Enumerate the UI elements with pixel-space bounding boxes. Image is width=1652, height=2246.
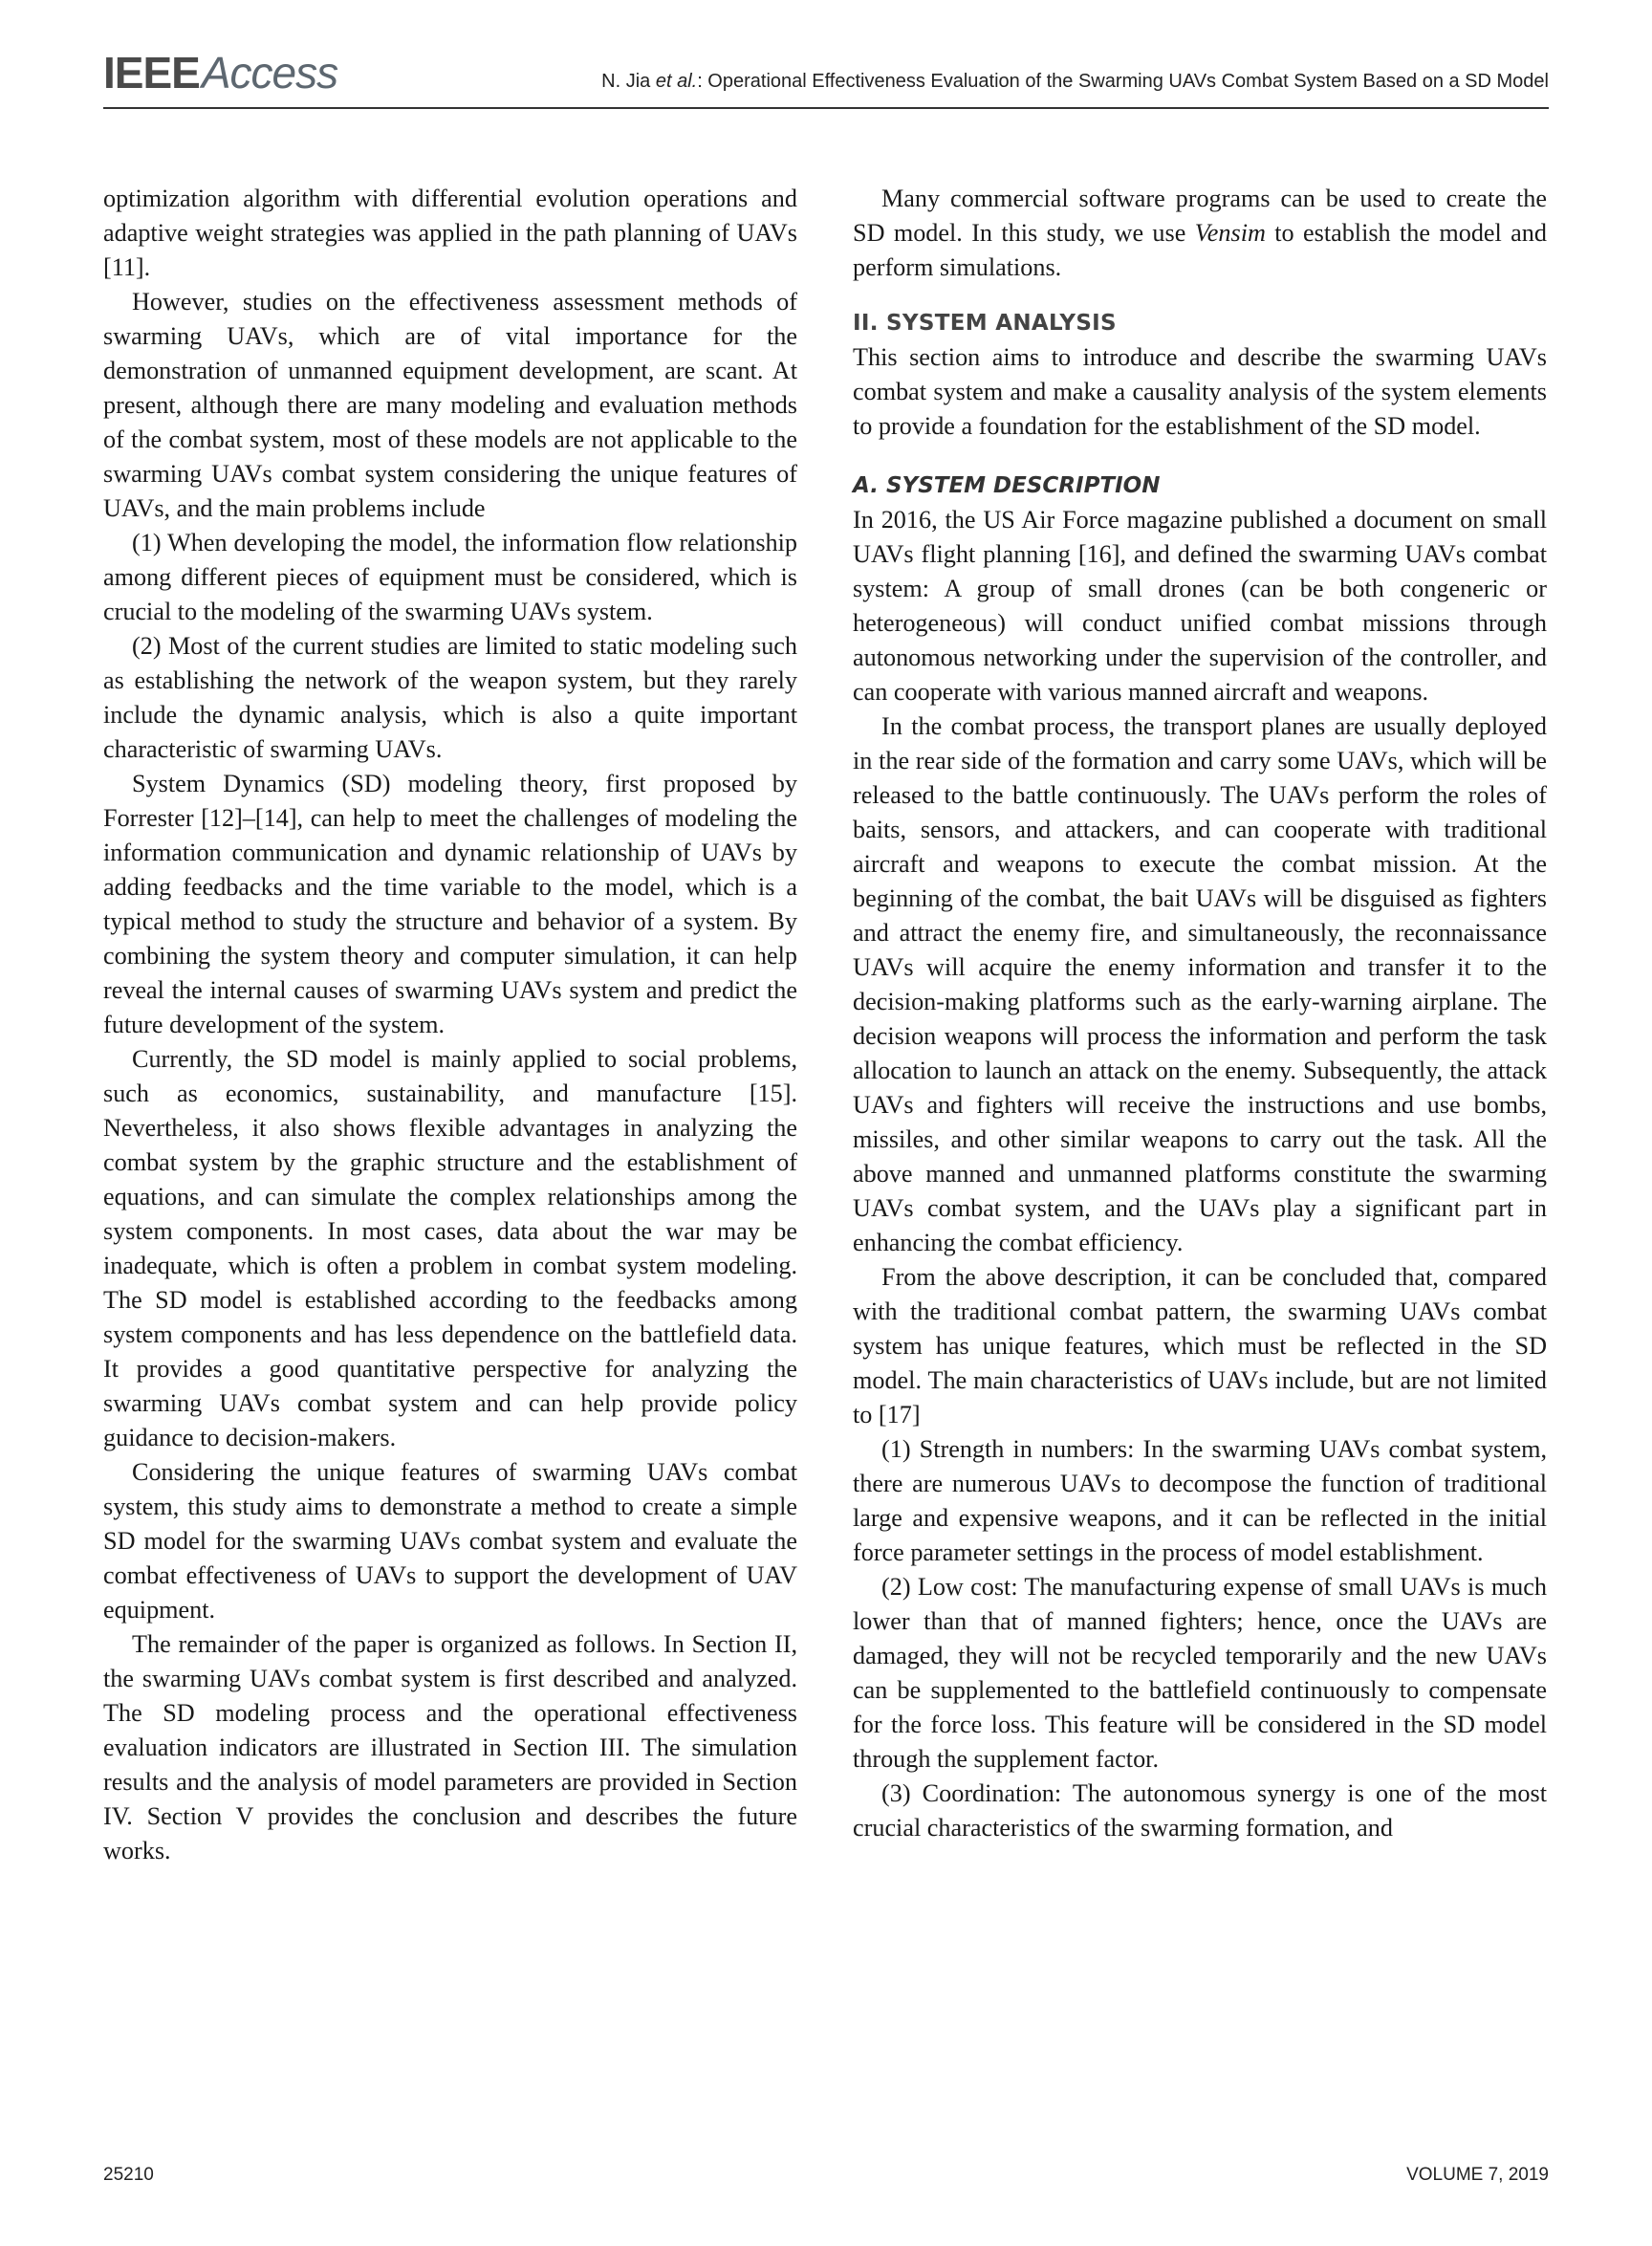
intro-text-end: to establish the model and perform simulations. <box>853 219 1547 281</box>
running-head-authors: N. Jia <box>601 71 656 92</box>
page-number: 25210 <box>103 2165 154 2185</box>
subsection-heading: A. SYSTEM DESCRIPTION <box>853 473 1161 498</box>
intro-text: Many commercial software programs can be used to create the SD model. In this study, we use <box>853 185 1547 247</box>
paragraph: From the above description, it can be concluded that, compared with the traditional combat pattern, the swarming UAVs combat system has unique features, which must be reflected in the SD model. The main characteristics of UAVs include, but are not limited to [17] <box>853 1263 1547 1428</box>
running-head-etal: et al. <box>655 71 698 92</box>
software-name: Vensim <box>1194 219 1266 247</box>
left-column <box>103 182 797 1868</box>
running-head-title: : Operational Effectiveness Evaluation of the Swarming UAVs Combat System Based on a SD Model <box>697 71 1549 92</box>
section-heading: II. SYSTEM ANALYSIS <box>853 311 1117 336</box>
paragraph <box>853 182 1547 285</box>
paragraph: (2) Low cost: The manufacturing expense of small UAVs is much lower than that of manned fighters; hence, once the UAVs are damaged, they will not be recycled temporarily and the new UAVs can be supplemented to the battlefield continuously to compensate for the force loss. This feature will be considered in the SD model through the supplement factor. <box>853 1573 1547 1773</box>
paragraph: This section aims to introduce and describe the swarming UAVs combat system and make a causality analysis of the system elements to provide a foundation for the establishment of the SD model. <box>853 343 1547 440</box>
paragraph: optimization algorithm with differential evolution operations and adaptive weight strategies was applied in the path planning of UAVs [11]. <box>103 185 797 281</box>
paragraph: However, studies on the effectiveness assessment methods of swarming UAVs, which are of vital importance for the demonstration of unmanned equipment development, are scant. At present, although there are many modeling and evaluation methods of the combat system, most of these models are not applicable to the swarming UAVs combat system considering the unique features of UAVs, and the main problems include <box>103 288 797 522</box>
page-header <box>103 46 1549 103</box>
right-column <box>853 182 1547 1845</box>
logo-ieee: IEEE <box>103 48 200 98</box>
ieee-access-logo <box>103 48 337 98</box>
paragraph: System Dynamics (SD) modeling theory, first proposed by Forrester [12]–[14], can help to meet the challenges of modeling the information communication and dynamic relationship of UAVs by adding feedbacks and the time variable to the model, which is a typical method to study the structure and behavior of a system. By combining the system theory and computer simulation, it can help reveal the internal causes of swarming UAVs system and predict the future development of the system. <box>103 770 797 1038</box>
logo-access: Access <box>201 48 338 98</box>
paragraph: Considering the unique features of swarming UAVs combat system, this study aims to demonstrate a method to create a simple SD model for the swarming UAVs combat system and evaluate the combat effectiveness of UAVs to support the development of UAV equipment. <box>103 1458 797 1624</box>
paragraph: (3) Coordination: The autonomous synergy is one of the most crucial characteristics of the swarming formation, and <box>853 1779 1547 1842</box>
paragraph: In 2016, the US Air Force magazine published a document on small UAVs flight planning [16], and defined the swarming UAVs combat system: A group of small drones (can be both congeneric or heterogeneous) will conduct unified combat missions through autonomous networking under the supervision of the controller, and can cooperate with various manned aircraft and weapons. <box>853 506 1547 706</box>
paragraph: The remainder of the paper is organized as follows. In Section II, the swarming UAVs combat system is first described and analyzed. The SD modeling process and the operational effectiveness evaluation indicators are illustrated in Section III. The simulation results and the analysis of model parameters are provided in Section IV. Section V provides the conclusion and describes the future works. <box>103 1630 797 1864</box>
paragraph: (1) Strength in numbers: In the swarming UAVs combat system, there are numerous UAVs to decompose the function of traditional large and expensive weapons, and it can be reflected in the initial force parameter settings in the process of model establishment. <box>853 1435 1547 1566</box>
volume-info: VOLUME 7, 2019 <box>1406 2165 1549 2185</box>
paragraph: (1) When developing the model, the information flow relationship among different pieces of equipment must be considered, which is crucial to the modeling of the swarming UAVs system. <box>103 529 797 625</box>
paragraph: Currently, the SD model is mainly applied to social problems, such as economics, sustainability, and manufacture [15]. Nevertheless, it also shows flexible advantages in analyzing the combat system by the graphic structure and the establishment of equations, and can simulate the complex relationships among the system components. In most cases, data about the war may be inadequate, which is often a problem in combat system modeling. The SD model is established according to the feedbacks among system components and has less dependence on the battlefield data. It provides a good quantitative perspective for analyzing the swarming UAVs combat system and can help provide policy guidance to decision-makers. <box>103 1045 797 1451</box>
paragraph: In the combat process, the transport planes are usually deployed in the rear side of the formation and carry some UAVs, which will be released to the battle continuously. The UAVs perform the roles of baits, sensors, and attackers, and can cooperate with traditional aircraft and weapons to execute the combat mission. At the beginning of the combat, the bait UAVs will be disguised as fighters and attract the enemy fire, and simultaneously, the reconnaissance UAVs will acquire the enemy information and transfer it to the decision-making platforms such as the early-warning airplane. The decision weapons will process the information and perform the task allocation to launch an attack on the enemy. Subsequently, the attack UAVs and fighters will receive the instructions and use bombs, missiles, and other similar weapons to carry out the task. All the above manned and unmanned platforms constitute the swarming UAVs combat system, and the UAVs play a significant part in enhancing the combat efficiency. <box>853 712 1547 1256</box>
header-rule <box>103 107 1549 109</box>
paragraph: (2) Most of the current studies are limited to static modeling such as establishing the network of the weapon system, but they rarely include the dynamic analysis, which is also a quite important characteristic of swarming UAVs. <box>103 632 797 763</box>
running-head <box>601 71 1549 93</box>
